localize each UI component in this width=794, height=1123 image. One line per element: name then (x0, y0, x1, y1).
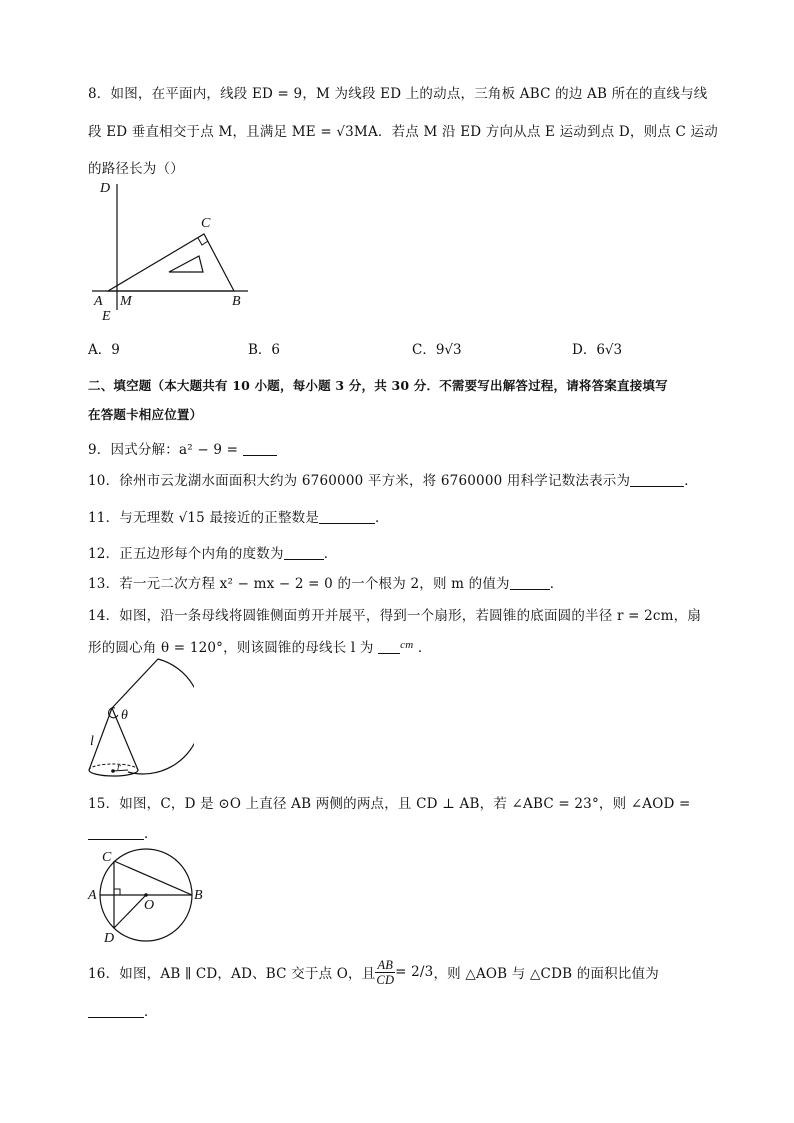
label-d: D (100, 181, 111, 196)
section2-heading-line2: 在答题卡相应位置） (88, 407, 203, 422)
q16-frac-den: CD (376, 972, 395, 987)
q12-text: 12．正五边形每个内角的度数为 (88, 546, 284, 562)
segment-cb (114, 861, 192, 895)
q16-frac-num: AB (377, 957, 394, 972)
q8-option-d: D．6√3 (572, 342, 623, 358)
q14-figure (84, 656, 194, 784)
q11-answer-blank[interactable] (319, 511, 375, 524)
q15-figure (84, 846, 209, 948)
label-c: C (102, 850, 112, 865)
label-a: A (88, 888, 97, 903)
q10-answer-blank[interactable] (630, 474, 684, 487)
q16-line2 (88, 1000, 158, 1020)
q16-line1 (88, 955, 659, 989)
label-l: l (90, 734, 94, 749)
q13-end: ． (549, 576, 564, 592)
q12-end: ． (323, 546, 338, 562)
q15-text-line1: 15．如图，C，D 是 ⊙O 上直径 AB 两侧的两点，且 CD ⊥ AB，若 ∠ABC = 23°，则 ∠AOD = (88, 796, 691, 812)
label-a: A (94, 294, 103, 309)
q9-line (88, 438, 277, 458)
q16-frac-value: = 2/3 (395, 964, 434, 980)
q15-end: ． (144, 826, 158, 842)
q10-end: ． (684, 473, 698, 489)
q15-answer-blank[interactable] (88, 827, 144, 840)
segment-do (114, 895, 146, 928)
label-theta: θ (121, 708, 128, 723)
label-d: D (104, 931, 115, 946)
inner-triangle (169, 256, 203, 272)
q8-text-line3: 的路径长为（） (88, 161, 184, 177)
center-dot (144, 893, 148, 897)
q10-text: 10．徐州市云龙湖水面面积大约为 6760000 平方米，将 6760000 用科学记数法表示为 (88, 473, 631, 489)
q15-line2 (88, 822, 158, 842)
q13-line (88, 572, 563, 592)
q8-option-c: C．9√3 (412, 342, 462, 358)
q16-text-b: ，则 △AOB 与 △CDB 的面积比值为 (433, 966, 659, 982)
base-center-dot (111, 769, 115, 773)
cone-base-back (89, 764, 138, 770)
section2-heading-line1: 二、填空题（本大题共有 10 小题，每小题 3 分，共 30 分．不需要写出解答过程，请将答案直接填写 (88, 378, 668, 393)
label-o: O (144, 898, 155, 913)
right-angle-mark (114, 889, 120, 895)
q8-figure (86, 178, 256, 328)
q9-text: 9．因式分解：a² − 9 = (88, 442, 239, 458)
q10-line (88, 469, 698, 489)
q13-text: 13．若一元二次方程 x² − mx − 2 = 0 的一个根为 2，则 m 的值为 (88, 576, 510, 592)
q14-end: ． (417, 640, 432, 656)
label-b: B (194, 888, 203, 903)
q8-option-b: B．6 (248, 342, 281, 358)
q14-unit: cm (400, 639, 414, 651)
label-e: E (102, 309, 111, 324)
triangle-abc (108, 234, 234, 291)
q14-text: 形的圆心角 θ = 120°，则该圆锥的母线长 l 为 (88, 640, 374, 656)
q12-line (88, 542, 337, 562)
q8-text-line2: 段 ED 垂直相交于点 M，且满足 ME = √3MA．若点 M 沿 ED 方向从点 E 运动到点 D，则点 C 运动 (88, 124, 718, 140)
q16-text-a: 16．如图，AB ∥ CD，AD、BC 交于点 O，且 (88, 966, 376, 982)
label-m: M (120, 294, 132, 309)
q12-answer-blank[interactable] (284, 547, 324, 560)
q11-end: ． (375, 510, 389, 526)
q14-text-line1: 14．如图，沿一条母线将圆锥侧面剪开并展平，得到一个扇形，若圆锥的底面圆的半径 r = 2cm，扇 (88, 608, 702, 624)
label-c: C (201, 216, 211, 231)
q16-end: ． (144, 1004, 158, 1020)
q14-answer-blank[interactable] (378, 641, 400, 654)
q16-answer-blank[interactable] (88, 1005, 144, 1018)
q11-text: 11．与无理数 √15 最接近的正整数是 (88, 510, 320, 526)
q11-line (88, 506, 389, 526)
q8-option-a: A．9 (88, 342, 120, 358)
label-r: r (117, 762, 121, 773)
label-b: B (232, 294, 241, 309)
q13-answer-blank[interactable] (510, 577, 550, 590)
q9-answer-blank[interactable] (243, 443, 277, 456)
q16-fraction (375, 958, 395, 987)
q14-line2 (88, 636, 432, 656)
q8-text-line1: 8．如图，在平面内，线段 ED = 9，M 为线段 ED 上的动点，三角板 ABC 的边 AB 所在的直线与线 (88, 86, 708, 102)
